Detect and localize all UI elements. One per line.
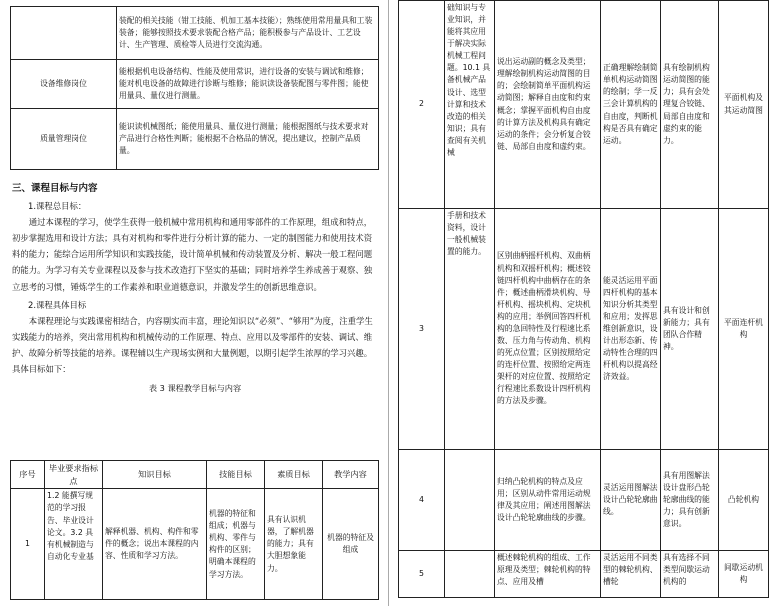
row-number: 1 — [11, 489, 45, 600]
specific-goal-paragraph: 本课程理论与实践课密相结合，内容剔实而丰富，理论知识以“必须”、“够用”为度，注重学生实践能力的培养，突出常用机构和机械传动的工作原理、特点、应用以及零部件的安装、调试、维护、故障分析等技能的培养。课程辅以生产现场实例和大量例题，以期引起学生浓厚的学习兴趣。具体目标如下： — [12, 315, 373, 374]
course-objectives-table — [10, 460, 379, 600]
content-cell: 平面机构及其运动简图 — [719, 1, 769, 209]
table-row — [399, 1, 769, 209]
quality-cell: 具有用图解法设计盘形凸轮轮廓曲线的能力；具有创新意识。 — [661, 450, 719, 551]
header-no: 序号 — [11, 461, 45, 489]
header-requirement: 毕业要求指标点 — [45, 461, 103, 489]
row-number: 2 — [399, 1, 445, 209]
quality-cell: 具有认识机器，了解机器的能力；具有大胆想象能力。 — [265, 489, 323, 600]
row-number: 5 — [399, 551, 445, 598]
table-row — [11, 109, 379, 170]
skill-cell: 灵活运用不同类型的棘轮机构、槽轮 — [601, 551, 661, 598]
content-cell: 间歇运动机构 — [719, 551, 769, 598]
skill-cell: 能根据机电设备结构、性能及使用常识，进行设备的安装与调试和维修；能对机电设备的故障进行诊断与维修；能识读设备装配图与零件图；能使用量具、量仪进行测量。 — [117, 60, 379, 109]
page-divider — [388, 0, 389, 606]
requirement-cell — [445, 450, 495, 551]
requirement-cell: 础知识与专业知识，并能将其应用于解决实际机械工程问题。10.1 具备机械产品设计、选型计算和技术改造的相关知识；具有查阅有关机械 — [445, 1, 495, 209]
section-heading: 三、课程目标与内容 — [12, 183, 98, 194]
skill-cell: 能灵活运用平面四杆机构的基本知识分析其类型和应用；发挥思维创新意识，设计出形态新、传动特性合理的四杆机构以提高经济效益。 — [601, 209, 661, 450]
table-row — [399, 450, 769, 551]
table-row — [399, 551, 769, 598]
post-skill-table — [10, 6, 379, 170]
table-row — [11, 489, 379, 600]
table-header-row — [11, 461, 379, 489]
content-cell: 凸轮机构 — [719, 450, 769, 551]
subheading-specific-goal: 2.课程具体目标 — [28, 299, 87, 310]
table-row — [399, 209, 769, 450]
post-cell: 设备维修岗位 — [11, 60, 117, 109]
overall-goal-paragraph: 通过本课程的学习，使学生获得一般机械中常用机构和通用零部件的工作原理，组成和特点，初步掌握选用和设计方法；具有对机构和零件进行分析计算的能力、一定的制图能力和使用技术资料的能力；能综合运用所学知识和实践技能，设计简单机械和传动装置及分析、解决一般工程问题的能力。为学习有关专业课程以及参与技术改造打下坚实的基础；同时培养学生养成善于观察、独立思考的习惯，锤炼学生的工作素养和职业道德意识，并激发学生的创新思维意识。 — [12, 217, 373, 292]
knowledge-cell: 解释机器、机构、构件和零件的概念；说出本课程的内容、性质和学习方法。 — [103, 489, 207, 600]
quality-cell: 具有选择不同类型间歇运动机构的 — [661, 551, 719, 598]
knowledge-cell: 概述棘轮机构的组成、工作原理及类型；棘轮机构的特点、应用及槽 — [495, 551, 601, 598]
quality-cell: 具有绘制机构运动简图的能力；具有会处理复合铰链、局部自由度和虚约束的能力。 — [661, 1, 719, 209]
row-number: 4 — [399, 450, 445, 551]
knowledge-cell: 归纳凸轮机构的特点及应用；区别从动件常用运动规律及其应用；阐述用图解法设计凸轮轮廓曲线的步骤。 — [495, 450, 601, 551]
content-cell: 机器的特征及组成 — [323, 489, 379, 600]
header-skill: 技能目标 — [207, 461, 265, 489]
knowledge-cell: 区别曲柄摇杆机构、双曲柄机构和双摇杆机构；概述铰链四杆机构中曲柄存在的条件；概述曲柄滑块机构、导杆机构、摇块机构、定块机构的应用；举例回答四杆机构的急回特性及行程速比系数、压力角与传动角、机构的死点位置；区别按照给定的连杆位置、按照给定两连架杆的对应位置、按照给定行程速比系数设计四杆机构的方法及步骤。 — [495, 209, 601, 450]
skill-cell: 能识读机械图纸；能使用量具、量仪进行测量；能根据图纸与技术要求对产品进行合格性判断；能根据不合格品的情况，提出建议，控制产品质量。 — [117, 109, 379, 170]
row-number: 3 — [399, 209, 445, 450]
header-content: 教学内容 — [323, 461, 379, 489]
header-knowledge: 知识目标 — [103, 461, 207, 489]
requirement-cell: 1.2 能撰写规范的学习报告、毕业设计论文。3.2 具有机械制造与自动化专业基 — [45, 489, 103, 600]
requirement-cell — [445, 551, 495, 598]
skill-cell: 装配的相关技能（钳工技能、机加工基本技能）；熟练使用常用量具和工装装备；能够按照技术要求装配合格产品；能积极参与产品设计、工艺设计、生产管理、质检等人员进行交流沟通。 — [117, 7, 379, 60]
table-row — [11, 7, 379, 60]
requirement-cell: 手册和技术资料，设计一般机械装置的能力。 — [445, 209, 495, 450]
content-cell: 平面连杆机构 — [719, 209, 769, 450]
table-row — [11, 60, 379, 109]
skill-cell: 机器的特征和组成；机器与机构、零件与构件的区别；明确本课程的学习方法。 — [207, 489, 265, 600]
skill-cell: 灵活运用图解法设计凸轮轮廓曲线。 — [601, 450, 661, 551]
course-objectives-table-continued — [398, 0, 769, 598]
skill-cell: 正确理解绘制简单机构运动简图的绘制；学一反三会计算机构的自由度，判断机构是否具有确定运动。 — [601, 1, 661, 209]
table-caption: 表 3 课程教学目标与内容 — [148, 383, 242, 394]
course-goals-section — [12, 180, 378, 394]
post-cell — [11, 7, 117, 60]
subheading-overall-goal: 1.课程总目标： — [28, 201, 87, 211]
header-quality: 素质目标 — [265, 461, 323, 489]
quality-cell: 具有设计和创新能力；具有团队合作精神。 — [661, 209, 719, 450]
post-cell: 质量管理岗位 — [11, 109, 117, 170]
knowledge-cell: 说出运动副的概念及类型；理解绘制机构运动简图的目的；会绘制简单平面机构运动简图；解释自由度和约束概念；掌握平面机构自由度的计算方法及机构具有确定运动的条件；会分析复合铰链、局部自由度和虚约束。 — [495, 1, 601, 209]
